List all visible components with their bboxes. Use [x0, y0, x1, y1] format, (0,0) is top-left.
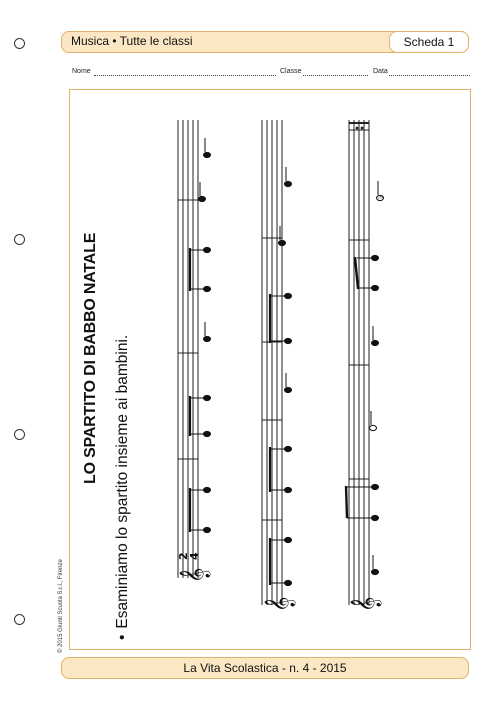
class-label: Classe	[280, 68, 302, 75]
svg-text:𝄞: 𝄞	[265, 596, 295, 612]
treble-clef-icon	[264, 597, 296, 612]
fermata-icon: 𝄐	[378, 193, 384, 204]
notes-staff-2	[270, 167, 292, 586]
bullet-icon: •	[114, 634, 131, 640]
time-signature-top: 2	[177, 552, 190, 560]
treble-clef-icon	[179, 568, 211, 583]
copyright-text: © 2015 Giunti Scuola S.r.l., Firenze	[58, 559, 64, 653]
page-title: LO SPARTITO DI BABBO NATALE	[82, 232, 99, 484]
staff-1	[178, 120, 198, 578]
repeat-dot	[361, 127, 364, 130]
staff-2	[262, 120, 282, 605]
footer-text: La Vita Scolastica - n. 4 - 2015	[183, 661, 347, 675]
svg-text:𝄞: 𝄞	[180, 567, 210, 583]
instruction-label: Esaminiamo lo spartito insieme ai bambini.	[114, 334, 131, 629]
date-label: Data	[373, 68, 388, 75]
name-label: Nome	[72, 68, 91, 75]
repeat-dot	[356, 127, 359, 130]
treble-clef-icon	[350, 597, 382, 612]
footer-bar	[61, 657, 469, 679]
svg-text:𝄞: 𝄞	[351, 596, 381, 612]
subject-label: Musica • Tutte le classi	[71, 34, 193, 48]
staff-3	[349, 120, 369, 605]
worksheet-tab: Scheda 1	[389, 31, 469, 53]
time-signature-bottom: 4	[188, 552, 201, 560]
